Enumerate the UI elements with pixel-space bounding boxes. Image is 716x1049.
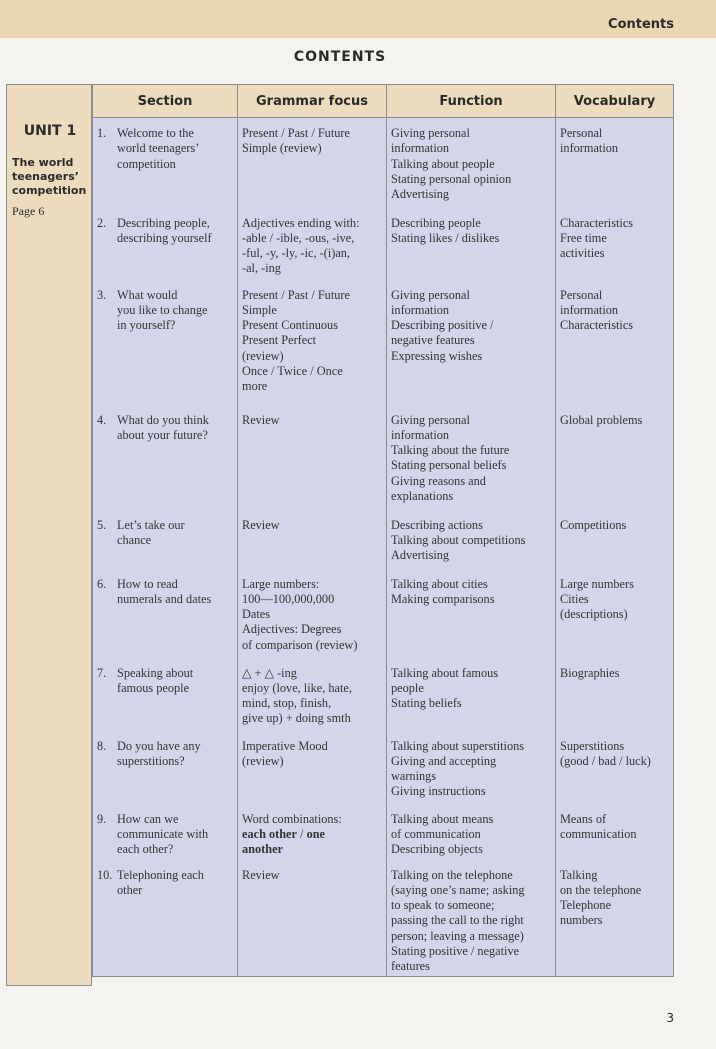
- section-cell: [93, 568, 238, 656]
- section-title-line: How can we: [117, 811, 179, 826]
- grammar-line: [242, 739, 382, 754]
- table-row: [93, 860, 674, 977]
- grammar-line: [242, 231, 382, 246]
- grammar-cell: [238, 860, 387, 977]
- section-title: [117, 288, 233, 334]
- grammar-text: (review): [242, 348, 284, 363]
- vocabulary-line: Personal: [560, 287, 603, 302]
- section-title-line: you like to change: [117, 302, 208, 317]
- function-line: Describing positive /: [391, 318, 494, 333]
- grammar-cell: [238, 802, 387, 860]
- grammar-text: Dates: [242, 607, 270, 622]
- grammar-text: Once / Twice / Once: [242, 363, 343, 378]
- section-title-line: numerals and dates: [117, 591, 212, 606]
- section-cell: [93, 509, 238, 568]
- function-line: Describing actions: [391, 517, 483, 532]
- grammar-line: [242, 607, 382, 622]
- unit-subtitle-line: teenagers’: [12, 170, 79, 183]
- section-title-line: Telephoning each: [117, 867, 204, 882]
- vocabulary-line: (descriptions): [560, 607, 628, 622]
- section-title-line: each other?: [117, 842, 174, 857]
- grammar-line: [242, 638, 382, 653]
- grammar-text: Simple: [242, 302, 277, 317]
- table-row: [93, 118, 674, 208]
- section-title-line: Do you have any: [117, 738, 201, 753]
- section-cell: [93, 280, 238, 406]
- grammar-text: Imperative Mood: [242, 738, 328, 753]
- section-title-line: about your future?: [117, 427, 208, 442]
- vocabulary-cell: [556, 860, 674, 977]
- grammar-text: Word combinations:: [242, 811, 342, 826]
- grammar-line: [242, 666, 382, 681]
- grammar-line: [242, 518, 382, 533]
- grammar-text: Present Perfect: [242, 333, 317, 348]
- vocabulary-cell: [556, 406, 674, 509]
- grammar-line: [242, 333, 382, 348]
- grammar-text: /: [296, 826, 307, 841]
- section-title-line: Describing people,: [117, 215, 210, 230]
- grammar-line: [242, 261, 382, 276]
- function-cell: [387, 568, 556, 656]
- unit-column: [6, 84, 92, 986]
- vocabulary-line: numbers: [560, 913, 603, 928]
- section-title: [117, 518, 233, 549]
- section-title-line: What would: [117, 287, 178, 302]
- unit-subtitle: [12, 156, 92, 198]
- vocabulary-line: (good / bad / luck): [560, 753, 651, 768]
- function-line: information: [391, 427, 450, 442]
- vocabulary-cell: [556, 729, 674, 802]
- vocabulary-line: Biographies: [560, 665, 620, 680]
- function-line: Stating beliefs: [391, 696, 462, 711]
- grammar-line: [242, 318, 382, 333]
- grammar-line: [242, 349, 382, 364]
- grammar-text: one: [306, 826, 326, 841]
- contents-table: [92, 84, 674, 977]
- grammar-line: [242, 288, 382, 303]
- grammar-text: -al, -ing: [242, 261, 281, 276]
- vocabulary-line: Free time: [560, 230, 607, 245]
- vocabulary-cell: [556, 118, 674, 208]
- function-line: Talking about superstitions: [391, 738, 525, 753]
- table-row: [93, 280, 674, 406]
- grammar-line: [242, 413, 382, 428]
- vocabulary-line: Large numbers: [560, 576, 634, 591]
- column-header-section: Section: [93, 85, 238, 118]
- vocabulary-cell: [556, 208, 674, 280]
- grammar-line: [242, 842, 382, 857]
- function-cell: [387, 208, 556, 280]
- table-header-row: [93, 85, 674, 118]
- section-cell: [93, 802, 238, 860]
- section-cell: [93, 656, 238, 729]
- function-line: Talking about means: [391, 811, 494, 826]
- grammar-text: -able / -ible, -ous, -ive,: [242, 230, 355, 245]
- grammar-text: 100—100,000,000: [242, 591, 335, 606]
- section-title-line: Let’s take our: [117, 517, 185, 532]
- section-title-line: describing yourself: [117, 230, 212, 245]
- function-line: information: [391, 141, 450, 156]
- function-line: explanations: [391, 488, 454, 503]
- section-title-line: How to read: [117, 576, 178, 591]
- grammar-cell: [238, 729, 387, 802]
- section-cell: [93, 406, 238, 509]
- section-cell: [93, 729, 238, 802]
- table-row: [93, 656, 674, 729]
- grammar-line: [242, 303, 382, 318]
- function-cell: [387, 509, 556, 568]
- section-title-line: What do you think: [117, 412, 209, 427]
- section-title-line: chance: [117, 532, 152, 547]
- column-header-function: Function: [387, 85, 556, 118]
- page-number: 3: [666, 1011, 674, 1025]
- function-line: Describing people: [391, 215, 481, 230]
- section-number: 10.: [97, 867, 113, 882]
- vocabulary-cell: [556, 656, 674, 729]
- grammar-line: [242, 141, 382, 156]
- vocabulary-cell: [556, 568, 674, 656]
- section-number: 6.: [97, 576, 107, 591]
- function-cell: [387, 118, 556, 208]
- section-title: [117, 739, 233, 770]
- grammar-line: [242, 216, 382, 231]
- function-line: passing the call to the right: [391, 913, 524, 928]
- function-line: Giving personal: [391, 287, 470, 302]
- grammar-text: Review: [242, 517, 280, 532]
- vocabulary-cell: [556, 509, 674, 568]
- function-line: Giving instructions: [391, 784, 486, 799]
- section-title: [117, 413, 233, 444]
- function-line: Stating positive / negative: [391, 943, 520, 958]
- grammar-cell: [238, 656, 387, 729]
- grammar-line: [242, 681, 382, 696]
- grammar-text: of comparison (review): [242, 637, 358, 652]
- section-title-line: communicate with: [117, 826, 209, 841]
- vocabulary-line: Means of: [560, 811, 607, 826]
- section-number: 1.: [97, 126, 107, 140]
- table-row: [93, 729, 674, 802]
- function-line: Talking about the future: [391, 443, 510, 458]
- grammar-line: [242, 592, 382, 607]
- section-number: 8.: [97, 738, 107, 753]
- table-row: [93, 509, 674, 568]
- section-number: 3.: [97, 287, 107, 302]
- unit-title: UNIT 1: [23, 123, 77, 139]
- column-header-vocabulary: Vocabulary: [556, 85, 674, 118]
- running-head: Contents: [608, 17, 674, 32]
- function-cell: [387, 656, 556, 729]
- grammar-text: Present / Past / Future: [242, 287, 350, 302]
- function-cell: [387, 802, 556, 860]
- section-title-line: in yourself?: [117, 318, 176, 333]
- section-title: [117, 216, 233, 247]
- section-cell: [93, 118, 238, 208]
- function-line: information: [391, 302, 450, 317]
- grammar-text: Large numbers:: [242, 576, 320, 591]
- grammar-line: [242, 711, 382, 726]
- function-cell: [387, 406, 556, 509]
- grammar-text: mind, stop, finish,: [242, 696, 332, 711]
- function-line: Expressing wishes: [391, 348, 483, 363]
- function-line: Giving reasons and: [391, 473, 486, 488]
- function-cell: [387, 280, 556, 406]
- vocabulary-line: communication: [560, 826, 637, 841]
- vocabulary-line: information: [560, 141, 619, 156]
- vocabulary-line: Cities: [560, 591, 589, 606]
- section-number: 7.: [97, 665, 107, 680]
- table-row: [93, 406, 674, 509]
- function-line: Giving personal: [391, 412, 470, 427]
- vocabulary-line: Talking: [560, 867, 598, 882]
- section-title-line: Speaking about: [117, 665, 194, 680]
- function-line: Advertising: [391, 548, 450, 563]
- unit-subtitle-line: The world: [12, 156, 74, 169]
- section-cell: [93, 208, 238, 280]
- function-line: Stating personal opinion: [391, 171, 512, 186]
- grammar-text: Review: [242, 867, 280, 882]
- function-line: Giving personal: [391, 126, 470, 140]
- grammar-line: [242, 246, 382, 261]
- table-row: [93, 568, 674, 656]
- function-line: Stating likes / dislikes: [391, 230, 500, 245]
- vocabulary-line: Personal: [560, 126, 603, 140]
- unit-page-ref: Page 6: [12, 204, 45, 218]
- grammar-line: [242, 696, 382, 711]
- section-number: 4.: [97, 412, 107, 427]
- section-number: 5.: [97, 517, 107, 532]
- vocabulary-line: Telephone: [560, 898, 612, 913]
- grammar-line: [242, 577, 382, 592]
- section-cell: [93, 860, 238, 977]
- function-line: Describing objects: [391, 842, 483, 857]
- vocabulary-cell: [556, 280, 674, 406]
- vocabulary-line: information: [560, 302, 619, 317]
- function-line: Advertising: [391, 187, 450, 202]
- function-line: features: [391, 959, 430, 974]
- function-line: Stating personal beliefs: [391, 458, 507, 473]
- column-header-grammar: Grammar focus: [238, 85, 387, 118]
- function-line: person; leaving a message): [391, 928, 524, 943]
- section-title: [117, 577, 233, 608]
- section-title: [117, 666, 233, 697]
- function-line: Talking about cities: [391, 576, 488, 591]
- grammar-cell: [238, 208, 387, 280]
- grammar-text: △ + △ -ing: [242, 665, 297, 680]
- grammar-cell: [238, 509, 387, 568]
- section-title: [117, 126, 233, 172]
- unit-subtitle-line: competition: [12, 184, 87, 197]
- grammar-text: enjoy (love, like, hate,: [242, 680, 352, 695]
- grammar-line: [242, 126, 382, 141]
- section-title-line: other: [117, 882, 143, 897]
- grammar-text: Adjectives: Degrees: [242, 622, 342, 637]
- grammar-text: Simple (review): [242, 141, 322, 156]
- grammar-text: -ful, -y, -ly, -ic, -(i)an,: [242, 246, 351, 261]
- grammar-line: [242, 827, 382, 842]
- function-line: Giving and accepting: [391, 753, 497, 768]
- function-line: (saying one’s name; asking: [391, 882, 525, 897]
- section-title-line: competition: [117, 156, 176, 171]
- function-cell: [387, 729, 556, 802]
- vocabulary-line: Characteristics: [560, 318, 634, 333]
- section-title: [117, 812, 233, 858]
- vocabulary-cell: [556, 802, 674, 860]
- function-line: Talking about competitions: [391, 532, 526, 547]
- function-line: of communication: [391, 826, 481, 841]
- grammar-text: another: [242, 842, 283, 857]
- function-line: people: [391, 680, 424, 695]
- grammar-text: each other: [242, 826, 297, 841]
- function-line: warnings: [391, 769, 437, 784]
- grammar-line: [242, 868, 382, 883]
- function-line: Talking about people: [391, 156, 495, 171]
- grammar-line: [242, 364, 382, 379]
- grammar-cell: [238, 118, 387, 208]
- grammar-cell: [238, 568, 387, 656]
- vocabulary-line: Characteristics: [560, 215, 634, 230]
- vocabulary-line: Superstitions: [560, 738, 625, 753]
- vocabulary-line: on the telephone: [560, 882, 642, 897]
- function-line: to speak to someone;: [391, 898, 495, 913]
- grammar-line: [242, 812, 382, 827]
- grammar-line: [242, 379, 382, 394]
- grammar-cell: [238, 406, 387, 509]
- function-line: Talking on the telephone: [391, 867, 513, 882]
- grammar-text: Present / Past / Future: [242, 126, 350, 140]
- grammar-text: more: [242, 379, 268, 394]
- function-cell: [387, 860, 556, 977]
- section-title-line: famous people: [117, 680, 190, 695]
- section-title: [117, 868, 233, 899]
- grammar-text: Present Continuous: [242, 318, 338, 333]
- grammar-line: [242, 754, 382, 769]
- function-line: Making comparisons: [391, 591, 495, 606]
- section-title-line: Welcome to the: [117, 126, 194, 140]
- section-number: 9.: [97, 811, 107, 826]
- section-number: 2.: [97, 215, 107, 230]
- grammar-text: give up) + doing smth: [242, 711, 351, 726]
- page-title: CONTENTS: [293, 49, 387, 65]
- function-line: Talking about famous: [391, 665, 499, 680]
- grammar-line: [242, 622, 382, 637]
- table-row: [93, 208, 674, 280]
- function-line: negative features: [391, 333, 475, 348]
- grammar-text: Review: [242, 412, 280, 427]
- vocabulary-line: activities: [560, 246, 605, 261]
- section-title-line: world teenagers’: [117, 141, 200, 156]
- section-title-line: superstitions?: [117, 753, 185, 768]
- grammar-text: (review): [242, 753, 284, 768]
- vocabulary-line: Competitions: [560, 517, 627, 532]
- grammar-cell: [238, 280, 387, 406]
- vocabulary-line: Global problems: [560, 412, 643, 427]
- table-row: [93, 802, 674, 860]
- grammar-text: Adjectives ending with:: [242, 215, 360, 230]
